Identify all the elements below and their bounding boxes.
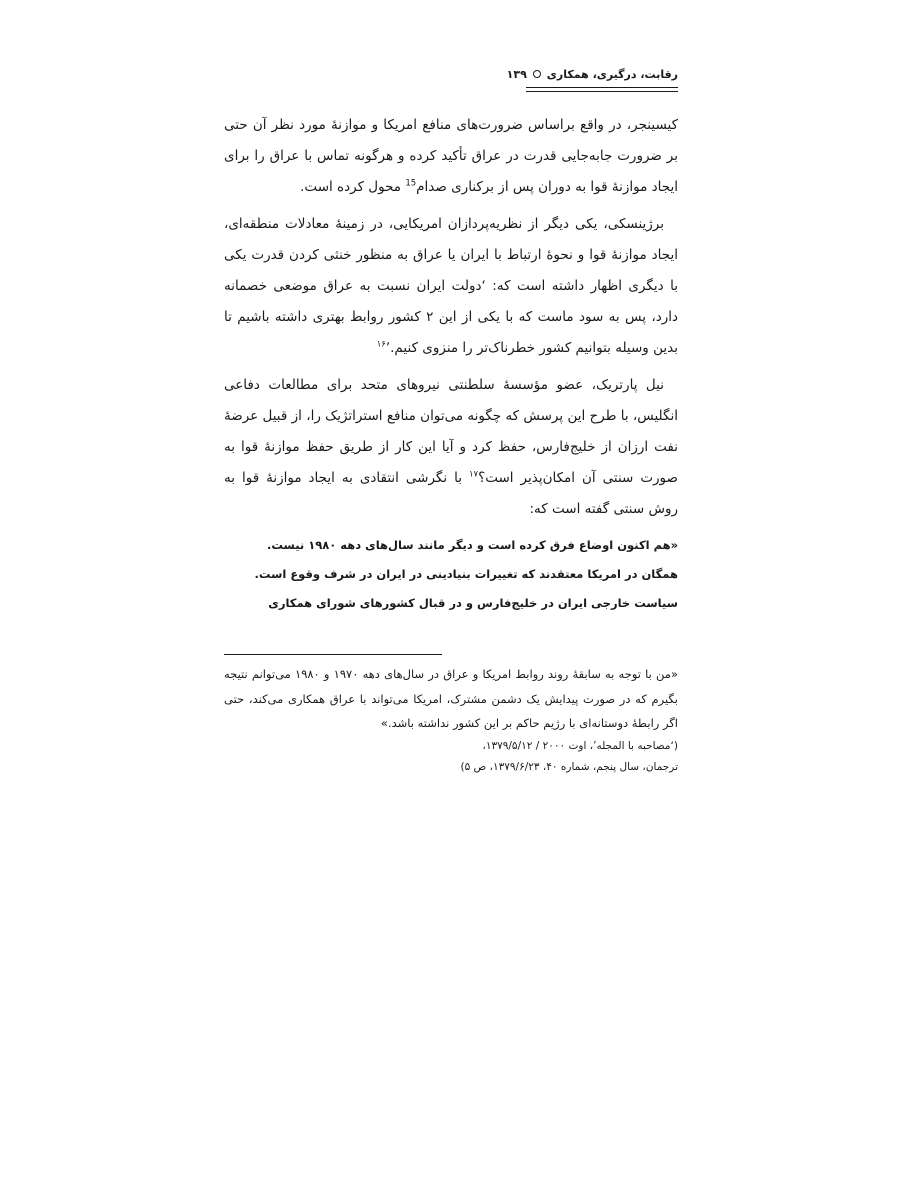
quote-line: سیاست خارجی ایران در خلیج‌فارس و در قبال کشورهای شورای همکاری	[268, 596, 678, 610]
footnote-source-line: ترجمان، سال پنجم، شماره ۴۰، ۱۳۷۹/۶/۲۳، ص ۵)	[460, 760, 678, 773]
paragraph-brzezinski: برژینسکی، یکی دیگر از نظریه‌پردازان امریکایی، در زمینهٔ معادلات منطقه‌ای، ایجاد موازنهٔ قوا و نحوهٔ ارتباط با ایران یا عراق به منظور خنثی کردن قدرت یکی با دیگری اظهار داشته است که: ʻدولت ایران نسبت به عراق موضعی خصمانه دارد، پس به سود ماست که با یکی از این ۲ کشور روابط بهتری داشته باشیم تا بدین وسیله بتوانیم کشور خطرناک‌تر را منزوی کنیم.$^{۱۶}$ʼ	[224, 216, 678, 356]
footnote-separator	[224, 654, 442, 655]
footnote-ref-15: 15	[405, 178, 417, 189]
circle-ornament-icon	[533, 70, 541, 78]
running-header	[224, 64, 678, 84]
header-double-rule	[526, 87, 678, 92]
footnote-source-line: (ʻمصاحبه با المجلهʼ، اوت ۲۰۰۰ / ۱۳۷۹/۵/۱۲،	[482, 739, 678, 752]
footnote-text: «من با توجه به سابقهٔ روند روابط امریکا و عراق در سال‌های دهه ۱۹۷۰ و ۱۹۸۰ می‌توانم نتیجه بگیرم که در صورت پیدایش یک دشمن مشترک، امریکا می‌تواند با عراق همکاری می‌کند، حتی اگر رابطهٔ دوستانه‌ای با رژیم حاکم بر این کشور نداشته باشد.»	[224, 667, 678, 730]
quote-line: «هم اکنون اوضاع فرق کرده است و دیگر مانند سال‌های دهه ۱۹۸۰ نیست.	[266, 538, 678, 552]
paragraph-kissinger: کیسینجر، در واقع براساس ضرورت‌های منافع امریکا و موازنهٔ مورد نظر آن حتی بر ضرورت جابه‌جایی قدرت در عراق تأکید کرده و هرگونه تماس با عراق را برای ایجاد موازنهٔ قوا به دوران پس از برکناری صدام$^{15}$ محول کرده است.	[224, 117, 678, 195]
paragraph-partrick: نیل پارتریک، عضو مؤسسهٔ سلطنتی نیروهای متحد برای مطالعات دفاعی انگلیس، با طرح این پرسش که چگونه می‌توان منافع استراتژیک را، از قبیل عرضهٔ نفت ارزان از خلیج‌فارس، حفظ کرد و آیا این کار از طریق حفظ موازنهٔ قوا به صورت سنتی آن امکان‌پذیر است؟$^{۱۷}$ با نگرشی انتقادی به ایجاد موازنهٔ قوا به روش سنتی گفته است که:	[224, 377, 678, 517]
footnote-ref-17: ۱۷	[468, 469, 479, 480]
quote-line: همگان در امریکا معتقدند که تغییرات بنیادینی در ایران در شرف وقوع است.	[254, 567, 678, 581]
body-text	[224, 110, 678, 525]
footnote	[224, 662, 678, 778]
footnote-ref-16: ۱۶	[376, 339, 386, 350]
running-title: رقابت، درگیری، همکاری	[546, 67, 678, 81]
page-number: ۱۳۹	[506, 67, 527, 81]
book-page	[224, 64, 678, 773]
block-quote	[224, 531, 678, 618]
